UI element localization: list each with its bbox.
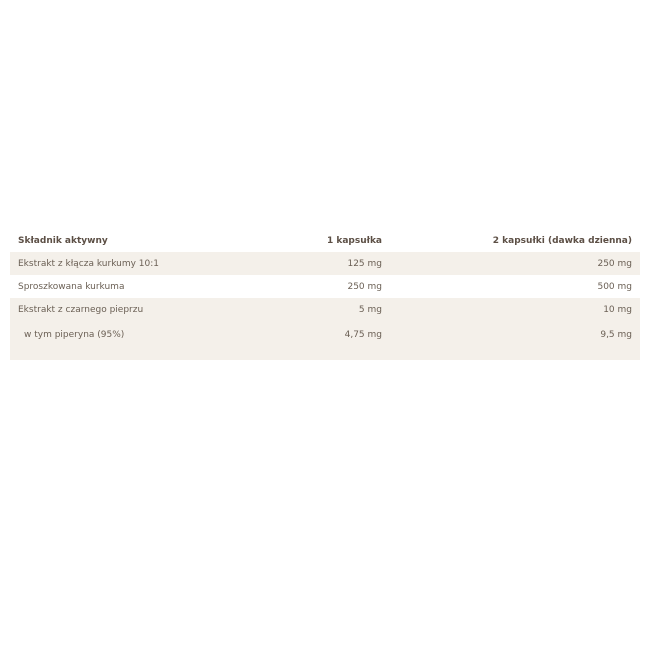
ingredient-name: w tym piperyna (95%)	[24, 329, 125, 340]
header-two-capsules: 2 kapsułki (dawka dzienna)	[492, 236, 632, 246]
ingredients-table	[10, 230, 640, 360]
header-one-capsule: 1 kapsułka	[326, 236, 382, 246]
ingredient-name: Sproszkowana kurkuma	[18, 281, 125, 292]
table-row-group	[10, 298, 640, 360]
value-one-capsule: 5 mg	[358, 304, 382, 315]
value-two-capsules: 250 mg	[597, 258, 632, 269]
table-row	[10, 252, 640, 275]
value-two-capsules: 10 mg	[603, 304, 632, 315]
value-one-capsule: 4,75 mg	[344, 329, 382, 340]
header-ingredient: Składnik aktywny	[18, 236, 108, 246]
table-row	[10, 298, 640, 321]
table-row	[10, 321, 640, 348]
value-one-capsule: 125 mg	[347, 258, 382, 269]
ingredient-name: Ekstrakt z czarnego pieprzu	[18, 304, 144, 315]
ingredient-name: Ekstrakt z kłącza kurkumy 10:1	[18, 258, 159, 269]
table-row	[10, 275, 640, 298]
value-one-capsule: 250 mg	[347, 281, 382, 292]
value-two-capsules: 500 mg	[597, 281, 632, 292]
value-two-capsules: 9,5 mg	[600, 329, 632, 340]
table-header-row	[10, 230, 640, 252]
